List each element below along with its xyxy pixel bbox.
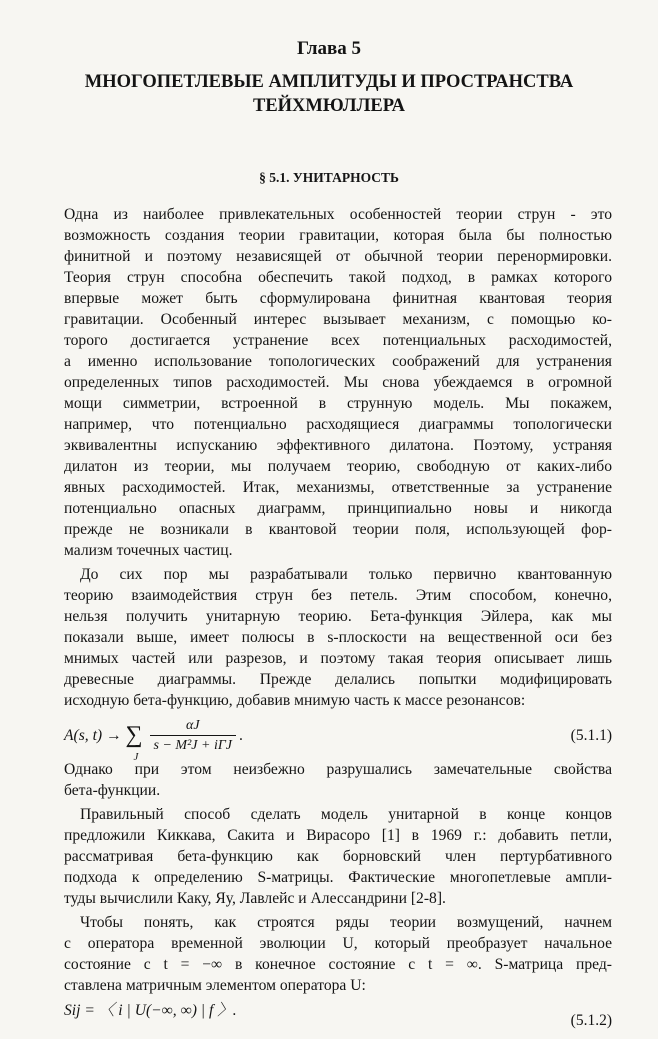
text-line: ставлена матричным элементом оператора U: (64, 977, 366, 994)
text-line: Теория струн способна обеспечить такой подход, в рамках которого (64, 269, 612, 286)
sum-symbol: ∑ J (126, 722, 143, 748)
equation-5-1-2 (64, 1001, 612, 1039)
fraction-numerator: αJ (150, 716, 236, 736)
text-line: древесные диаграммы. Прежде делались попытки модифицировать (64, 671, 612, 688)
text-line: До сих пор мы разрабатывали только первично квантованную (80, 566, 612, 583)
text-line: потенциально опасных диаграмм, принципиально новы и никогда (64, 500, 612, 517)
fraction-denominator: s − M²J + iΓJ (153, 738, 233, 753)
text-line: дилатон из теории, мы получаем теорию, свободную от каких-либо (64, 458, 612, 475)
text-line: гравитации. Особенный интерес вызывает механизм, с помощью ко- (64, 311, 612, 328)
text-line: Одна из наиболее привлекательных особенностей теории струн - это (64, 206, 612, 223)
text-line: рассматривая бета-функцию как борновский член пертурбативного (64, 848, 612, 865)
text-line: торого достигается устранение всех потенциальных расходимостей, (64, 332, 612, 349)
equation-fraction (150, 716, 236, 755)
text-line: возможность создания теории гравитации, которая была бы полностью (64, 227, 612, 244)
equation-5-1-1 (64, 716, 612, 763)
text-line: впервые может быть сформулирована финитная квантовая теория (64, 290, 612, 307)
text-line: например, что потенциально расходящиеся диаграммы топологически (64, 416, 612, 433)
text-line: мощи симметрии, встроенной в струнную модель. Мы покажем, (64, 395, 612, 412)
chapter-title (0, 70, 658, 118)
text-line: Чтобы понять, как строятся ряды теории возмущений, начнем (80, 914, 612, 931)
text-line: нельзя получить унитарную теорию. Бета-функция Эйлера, как мы (64, 608, 612, 625)
text-line: прежде не возникали в квантовой теории поля, использующей фор- (64, 521, 612, 538)
text-line: явных расходимостей. Итак, механизмы, ответственные за устранение (64, 479, 612, 496)
text-line: теорию взаимодействия струн без петель. Этим способом, конечно, (64, 587, 612, 604)
text-line: Однако при этом неизбежно разрушались замечательные свойства (64, 761, 612, 778)
text-line: показали выше, имеет полюсы в s-плоскости на вещественной оси без (64, 629, 612, 646)
text-line: исходную бета-функцию, добавив мнимую часть к массе резонансов: (64, 692, 526, 709)
chapter-heading: Глава 5 (296, 38, 362, 59)
text-line: а именно использование топологических соображений для устранения (64, 353, 612, 370)
equation-lhs: A(s, t) → (64, 727, 122, 744)
text-line: Правильный способ сделать модель унитарной в конце концов (80, 806, 612, 823)
equation-expression: Sij = 〈 i | U(−∞, ∞) | f 〉. (64, 1002, 237, 1019)
text-line: с оператора временной эволюции U, который преобразует начальное (64, 935, 612, 952)
equation-tail: . (239, 727, 243, 744)
text-line: туды вычислили Каку, Яу, Лавлейс и Алессандрини [2-8]. (64, 890, 446, 907)
chapter-title-line: ТЕЙХМЮЛЛЕРА (252, 96, 405, 116)
text-line: предложили Киккава, Сакита и Вирасоро [1] в 1969 г.: добавить петли, (64, 827, 612, 844)
text-line: мнимых частей или разрезов, и поэтому такая теория описывает лишь (64, 650, 612, 667)
section-heading: § 5.1. УНИТАРНОСТЬ (259, 170, 399, 185)
text-line: финитной и поэтому независящей от обычной теории перенормировки. (64, 248, 612, 265)
equation-number: (5.1.2) (570, 1012, 612, 1029)
text-line: эквивалентны испусканию эффективного дилатона. Поэтому, устраняя (64, 437, 612, 454)
text-line: бета-функции. (64, 782, 161, 799)
equation-number: (5.1.1) (570, 727, 612, 744)
chapter-title-line: МНОГОПЕТЛЕВЫЕ АМПЛИТУДЫ И ПРОСТРАНСТВА (84, 72, 574, 92)
text-line: состояние с t = −∞ в конечное состояние с t = ∞. S-матрица пред- (64, 956, 612, 973)
text-line: мализм точечных частиц. (64, 542, 233, 559)
sum-index: J (133, 751, 139, 763)
text-line: подхода к определению S-матрицы. Фактические многопетлевые ампли- (64, 869, 612, 886)
text-line: определенных типов расходимостей. Мы снова убеждаемся в огромной (64, 374, 612, 391)
